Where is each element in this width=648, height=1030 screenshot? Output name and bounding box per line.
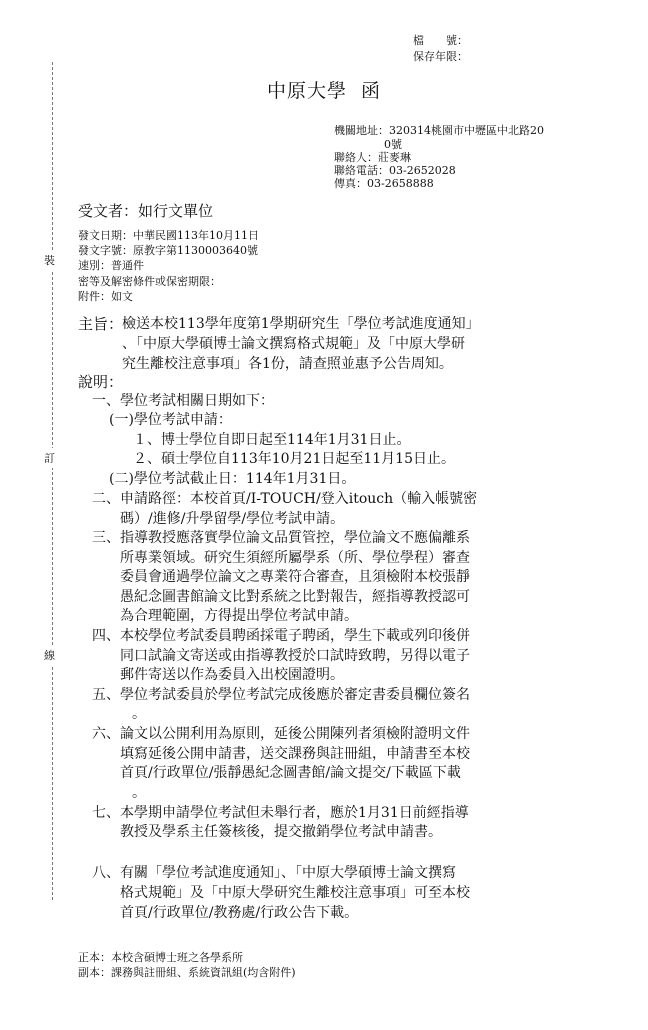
item-6-line-3: 首頁/行政單位/張靜愚紀念圖書館/論文提交/下載區下載 (120, 765, 461, 781)
item-3-line-5: 為合理範圍，方得提出學位考試申請。 (120, 608, 358, 624)
subject-line-1: 檢送本校113學年度第1學期研究生「學位考試進度通知」 (122, 316, 480, 332)
item-3-line-3: 委員會通過學位論文之專業符合審查，且須檢附本校張靜 (120, 569, 470, 585)
distribution-copy: 副本：課務與註冊組、系統資訊組(均含附件) (78, 966, 296, 979)
item-5-line-1: 五、學位考試委員於學位考試完成後應於審定書委員欄位簽名 (92, 687, 470, 703)
subject-line-3: 究生離校注意事項」各1份，請查照並惠予公告周知。 (122, 356, 453, 372)
doc-type: 函 (361, 80, 382, 102)
contact-person: 聯絡人：莊麥琳 (334, 151, 411, 164)
attachment: 附件：如文 (78, 290, 133, 303)
item-1-sub-1-b: ２、碩士學位自113年10月21日起至11月15日止。 (133, 451, 455, 467)
item-4-line-2: 同口試論文寄送或由指導教授於口試時致聘，另得以電子 (120, 648, 470, 664)
contact-fax: 傳真：03-2658888 (334, 177, 434, 190)
document-number: 發文字號：原教字第1130003640號 (78, 244, 258, 257)
binding-mark-ding: 訂 (44, 448, 55, 468)
item-3-line-4: 愚紀念圖書館論文比對系統之比對報告，經指導教授認可 (120, 589, 470, 605)
delivery-speed: 速別：普通件 (78, 259, 144, 272)
item-3-line-1: 三、指導教授應落實學位論文品質管控，學位論文不應偏離系 (92, 530, 470, 546)
subject-line-2: 、「中原大學碩博士論文撰寫格式規範」及「中原大學研 (122, 336, 465, 352)
item-6-line-2: 填寫延後公開申請書，送交課務與註冊組，申請書至本校 (120, 746, 470, 762)
item-2-line-1: 二、申請路徑：本校首頁/I-TOUCH/登入itouch（輸入帳號密 (92, 491, 478, 507)
item-3-line-2: 所專業領域。研究生須經所屬學系（所、學位學程）審查 (120, 550, 470, 566)
binding-mark-zhuang: 裝 (44, 250, 55, 270)
file-number-label: 檔 號： (413, 34, 468, 47)
explanation-label: 說明： (78, 373, 124, 391)
secrecy-level: 密等及解密條件或保密期限： (78, 275, 221, 288)
item-2-line-2: 碼）/進修/升學留學/學位考試申請。 (120, 511, 345, 527)
item-4-line-1: 四、本校學位考試委員聘函採電子聘函，學生下載或列印後併 (92, 628, 470, 644)
item-8-line-1: 八、有關「學位考試進度通知」、「中原大學碩博士論文撰寫 (92, 865, 456, 881)
binding-line (52, 62, 53, 900)
item-8-line-2: 格式規範」及「中原大學研究生離校注意事項」可至本校 (120, 885, 470, 901)
item-1: 一、學位考試相關日期如下： (92, 393, 274, 409)
item-6-line-4: 。 (132, 785, 146, 801)
item-7-line-1: 七、本學期申請學位考試但未舉行者，應於1月31日前經指導 (92, 805, 469, 821)
retention-period-label: 保存年限： (413, 50, 468, 63)
item-1-sub-2: (二)學位考試截止日：114年1月31日。 (109, 471, 356, 487)
recipient: 受文者：如行文單位 (78, 202, 214, 220)
binding-mark-xian: 線 (44, 645, 55, 665)
item-8-line-3: 首頁/行政單位/教務處/行政公告下載。 (120, 905, 359, 921)
issue-date: 發文日期：中華民國113年10月11日 (78, 229, 259, 242)
document-title (0, 76, 648, 103)
item-5-line-2: 。 (132, 706, 146, 722)
item-7-line-2: 教授及學系主任簽核後，提交撤銷學位考試申請書。 (120, 824, 442, 840)
item-4-line-3: 郵件寄送以作為委員入出校園證明。 (120, 667, 344, 683)
item-1-sub-1: (一)學位考試申請： (109, 412, 232, 428)
item-6-line-1: 六、論文以公開利用為原則，延後公開陳列者須檢附證明文件 (92, 726, 470, 742)
subject-label: 主旨： (78, 315, 124, 333)
item-1-sub-1-a: １、博士學位自即日起至114年1月31日止。 (133, 432, 411, 448)
org-name: 中原大學 (266, 80, 347, 102)
address-line-2: 0號 (384, 138, 402, 151)
address-line-1: 機關地址：320314桃園市中壢區中北路20 (334, 124, 544, 137)
contact-phone: 聯絡電話：03-2652028 (334, 164, 456, 177)
distribution-main: 正本：本校含碩博士班之各學系所 (78, 951, 243, 964)
